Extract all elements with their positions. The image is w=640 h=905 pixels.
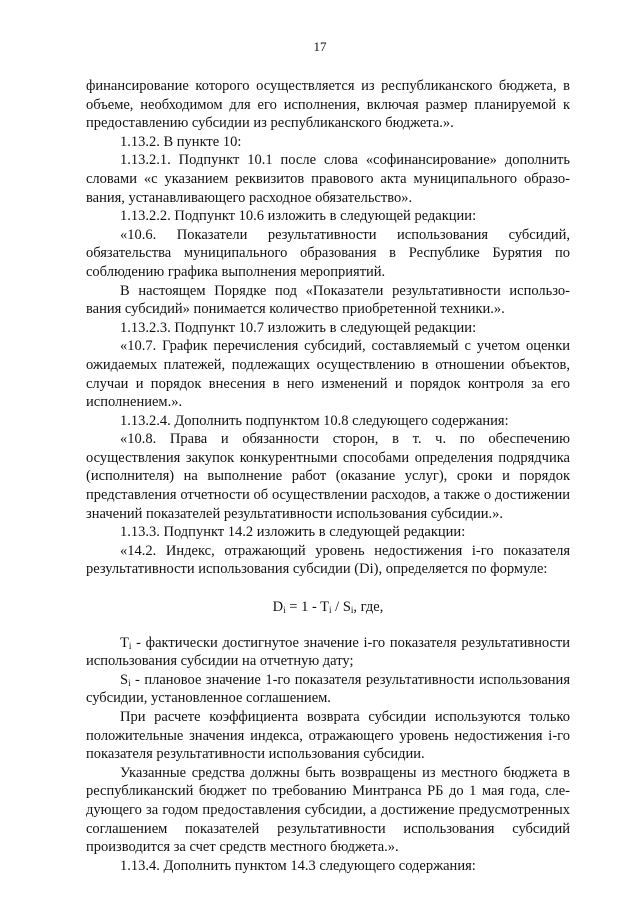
paragraph: 1.13.2.4. Дополнить подпунктом 10.8 следующего содержания:: [120, 412, 509, 429]
paragraph: 1.13.2.2. Подпункт 10.6 изложить в следующей редакции:: [120, 208, 477, 225]
paragraph: «14.2. Индекс, отражающий уровень недостижения i-го показателя результативности использования субсидии (Di), определяется по формуле:: [86, 542, 570, 578]
paragraph: «10.8. Права и обязанности сторон, в т. ч. по обеспечению осуществления закупок конкурентными способами определения подрядчика (исполнителя) на выполнение работ (оказание услуг), сроки и порядок представления отчетности об осуществлении расходов, а также о достижении значений показателей результативности использования субсидии.».: [86, 431, 570, 522]
definition-text: - плановое значение 1-го показателя результативности использования субсидии, установленное соглашением.: [86, 671, 570, 707]
paragraph: «10.7. График перечисления субсидий, составляемый с учетом оценки ожидаемых платежей, подлежащих осуществлению в отношении объектов, случаи и порядок внесения в него изменений и порядок контроля за его исполнением.».: [86, 338, 570, 411]
page-number: 17: [313, 39, 327, 54]
definition-s: [86, 671, 570, 708]
formula-d: D: [272, 599, 284, 616]
formula-s: S: [342, 599, 351, 616]
formula-sub: i: [283, 605, 286, 616]
paragraph: «10.6. Показатели результативности использования субсидий, обязательства муниципального образования в Республике Бурятия по соблюдению графика выполнения мероприятий.: [86, 226, 570, 280]
paragraph: 1.13.2.3. Подпункт 10.7 изложить в следующей редакции:: [120, 319, 477, 336]
definition-symbol: S: [120, 671, 129, 688]
paragraph: 1.13.3. Подпункт 14.2 изложить в следующей редакции:: [120, 524, 466, 541]
definition-symbol: T: [120, 634, 129, 651]
paragraph: В настоящем Порядке под «Показатели результативности использования субсидий» понимается количество приобретенной техники.».: [86, 282, 570, 318]
formula-sub: i: [350, 605, 354, 616]
definition-t: [86, 634, 570, 671]
paragraph: Указанные средства должны быть возвращены из местного бюджета в республиканский бюджет по требованию Минтранса РБ до 1 мая года, следующего за годом предоставления субсидии, а достижение предусмотренных соглашением показателей результативности использования субсидий производится за счет средств местного бюджета.».: [86, 764, 570, 856]
paragraph: финансирование которого осуществляется из республиканского бюджета, в объеме, необходимом для его исполнения, включая размер планируемой к предоставлению субсидии из республиканского бюджета.».: [86, 78, 570, 132]
formula-t: T: [320, 599, 330, 616]
definition-text: - фактически достигнутое значение i-го показателя результативности использования субсидии на отчетную дату;: [86, 634, 570, 670]
paragraph: 1.13.2.1. Подпункт 10.1 после слова «софинансирование» дополнить словами «с указанием реквизитов правового акта муниципального образования, устанавливающего расходное обязательство».: [86, 152, 570, 206]
formula-tail: , где,: [353, 599, 384, 616]
paragraph: При расчете коэффициента возврата субсидии используются только положительные значения индекса, отражающего уровень недостижения i-го показателя результативности использования субсидии.: [86, 709, 570, 763]
definition-sub: i: [128, 677, 131, 688]
formula-sub: i: [329, 605, 332, 616]
document-body: [86, 77, 570, 875]
paragraph: 1.13.2. В пункте 10:: [120, 133, 242, 150]
paragraph: 1.13.4. Дополнить пунктом 14.3 следующего содержания:: [120, 857, 476, 874]
formula-eq: = 1 -: [285, 599, 321, 616]
definition-sub: i: [128, 640, 132, 651]
formula-slash: /: [331, 599, 343, 616]
formula: [86, 598, 570, 617]
